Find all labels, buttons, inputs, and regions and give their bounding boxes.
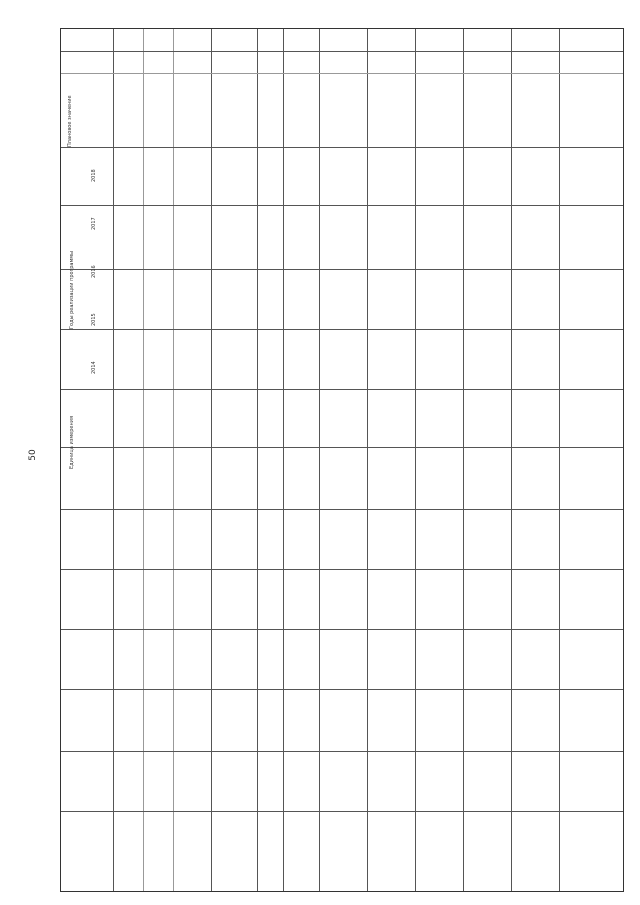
header-years-group: Годы реализации программы	[69, 251, 75, 329]
year-heading-2018: 2018	[91, 169, 97, 182]
program-indicators-table	[60, 28, 624, 892]
year-heading-2017: 2017	[91, 217, 97, 230]
year-heading-2015: 2015	[91, 313, 97, 326]
year-heading-2014: 2014	[91, 361, 97, 374]
header-final-group: Плановое значение	[67, 95, 73, 147]
year-heading-2016: 2016	[91, 265, 97, 278]
page-number: 50	[28, 449, 38, 461]
header-unit: Единица измерения	[69, 416, 75, 469]
